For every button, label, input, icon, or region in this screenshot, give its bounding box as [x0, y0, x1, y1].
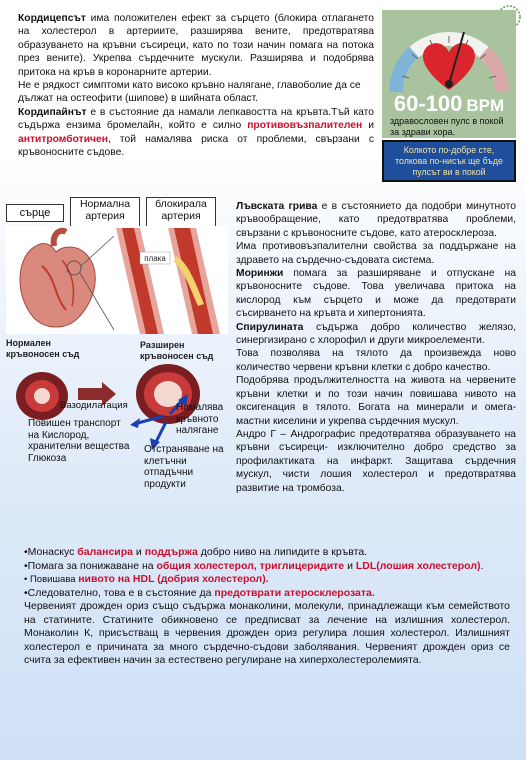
bullet-hdl: • Повишава нивото на HDL (добрия холестерол).: [24, 573, 269, 585]
heart-label-box: сърце: [6, 204, 64, 222]
spirulina-paragraph: Спирулината съдържа добро количество желязо, синергизирано с хлорофил и други микроелементи.: [236, 321, 516, 347]
bullet-cholesterol: •Помага за понижаване на общия холестерол, триглицеридите и LDL(лошия холестерол).: [24, 559, 484, 572]
normal-vessel-label: Нормален кръвоносен съд: [6, 338, 80, 359]
dilated-vessel-label: Разширен кръвоносен съд: [140, 340, 214, 361]
bullet-monascus: •Монаскус балансира и поддържа добро ниво на липидите в кръвта.: [24, 546, 368, 558]
increased-transport-label: Повишен транспорт на Кислород, хранителни вещества Глюкоза: [28, 418, 130, 464]
heart-artery-illustration: [6, 226, 228, 334]
top-text: [18, 12, 374, 159]
osteophyte-paragraph: Не е рядкост симптоми като високо кръвно налягане, главоболие да се дължат на остеофити (шипове) в шийната област.: [18, 80, 361, 105]
plaque-label: плака: [144, 254, 166, 263]
gauge-value: 60-100 BPM: [393, 91, 505, 116]
anti-inflammatory-paragraph: Има противовъзпалителни свойства за поддържане на здравето на сърдечно-съдовата система.: [236, 241, 516, 266]
heart-rate-gauge: [382, 10, 516, 138]
red-cells-paragraph: Това позволява на тялото да произвежда ново количество червени кръвни клетки с добро качество.: [236, 348, 516, 373]
normal-artery-label: Нормална артерия: [70, 197, 140, 227]
gauge-caption: здравословен пулс в покой за здрави хора.: [390, 116, 504, 137]
oxygenation-paragraph: Подобрява продължителността на живота на червените кръвни клетки и по този начин повишава нивото на оксигенация в тялото. Богата на минерали и омега-мастни киселини и укрепва сърдечния мускул.: [236, 375, 516, 427]
gauge-note: Колкото по-добре сте, толкова по-нисък ще бъде пулсът ви в покой: [382, 140, 516, 182]
andro-g-paragraph: Андро Г – Андрографис предотвратява образуването на кръвни съсиреци- изключително добро средство за профилактиката на инфаркт. Защитава сърдечния мускул, чисти лошия холестерол и предотвратява развитие на тромбоза.: [236, 428, 516, 494]
red-yeast-rice-paragraph: Червеният дрожден ориз също съдържа монаколини, молекули, принадлежащи към семейството на статините. Статините обикновено се предписват за лечение на излишния холестерол. Монаколин К, присъстващ в червения дрожден ориз регулира лошия холестерол. Излишният холестерол е причината за много сърдечно-съдови заболявания. Червеният дрожден ориз се счита за ефективен начин за естествено регулиране на хиперхолестеролемията.: [24, 600, 510, 666]
bottom-text: [24, 546, 510, 668]
vasodilation-label: Вазодилатация: [60, 400, 128, 411]
cordyceps-paragraph: Кордицепсът има положителен ефект за сърцето (блокира отлагането на холестерол в артериите, разширява вените, предотвратява образуването на кръвни съсиреци, като по този начин помага на потока през вените). Укрепва сърдечните мускули. Разширява и подобрява притока на кръв в коронарните артерии.: [18, 13, 374, 78]
blocked-artery-label: блокирала артерия: [146, 197, 216, 227]
moringa-paragraph: Моринжи помага за разширяване и отпускане на кръвоносните съдове. Това увеличава притока на кислород към сърцето и може да предотврати съсирването на кръвта и хипертонията.: [236, 268, 516, 320]
cordipain-paragraph: Кордипайнът е в състояние да намали лепкавостта на кръвта.Тъй като съдържа ензима бромелайн, който е силно противовъзпалителен и антитромботичен, той намалява риска от проблеми, свързани с кръвоносните съдове.: [18, 106, 374, 159]
waste-removal-label: Отстраняване на клетъчни отпадъчни продукти: [144, 444, 224, 490]
reduced-pressure-label: Намалява кръвното налягане: [176, 402, 224, 436]
right-text: [236, 200, 516, 495]
lions-mane-paragraph: Лъвската грива е в състоянието да подобри минутното кръвообращение, като предотвратява проблеми, свързани с кръвоносните съдове, като атеросклероза.: [236, 201, 516, 239]
gauge-dial-icon: [382, 10, 516, 102]
bullet-atherosclerosis: •Следователно, това е в състояние да предотврати атеросклерозата.: [24, 586, 375, 599]
